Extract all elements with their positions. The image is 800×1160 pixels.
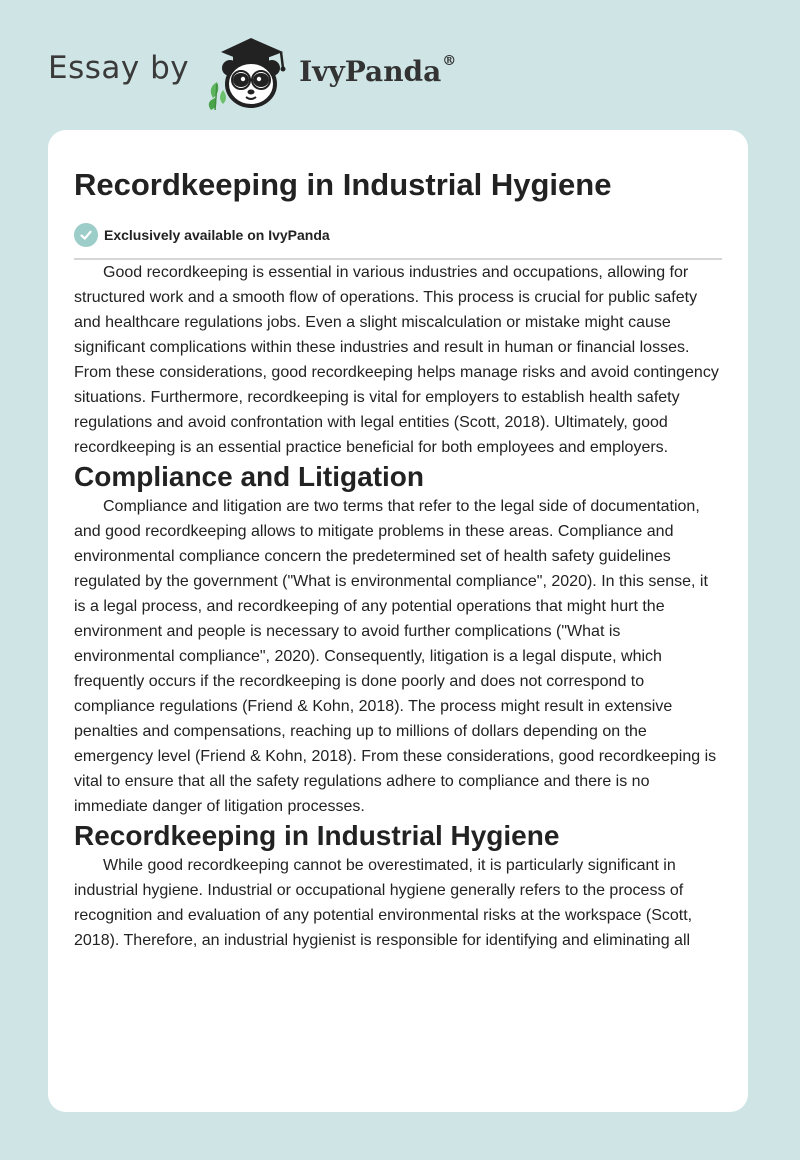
section-paragraph-compliance: Compliance and litigation are two terms that refer to the legal side of documentation, and good recordkeeping allows to mitigate problems in these areas. Compliance and environmental compliance concern the predetermined set of health safety guidelines regulated by the government ("What is environmental compliance", 2020). In this sense, it is a legal process, and recordkeeping of any potential operations that might hurt the environment and people is necessary to avoid further complications ("What is environmental compliance", 2020). Consequently, litigation is a legal dispute, which frequently occurs if the recordkeeping is done poorly and does not correspond to compliance regulations (Friend & Kohn, 2018). The process might result in extensive penalties and compensations, reaching up to millions of dollars depending on the emergency level (Friend & Kohn, 2018). From these considerations, good recordkeeping is vital to ensure that all the safety regulations adhere to compliance and there is no immediate danger of litigation processes. — [74, 498, 717, 815]
exclusive-badge-text: Exclusively available on IvyPanda — [104, 227, 330, 243]
section-paragraph-industrial-hygiene: While good recordkeeping cannot be overestimated, it is particularly significant in industrial hygiene. Industrial or occupational hygiene generally refers to the process of recognition and evaluation of any potential environmental risks at the workspace (Scott, 2018). Therefore, an industrial hygienist is responsible for identifying and eliminating all — [74, 857, 693, 949]
section-heading-industrial-hygiene: Recordkeeping in Industrial Hygiene — [74, 820, 560, 851]
registered-mark: ® — [442, 52, 457, 69]
essay-by-label: Essay by — [48, 50, 190, 86]
exclusive-badge — [74, 222, 722, 248]
section-heading-compliance: Compliance and Litigation — [74, 461, 425, 492]
brand-name-text: IvyPanda — [299, 54, 442, 88]
brand-name[interactable] — [299, 52, 457, 88]
intro-paragraph: Good recordkeeping is essential in various industries and occupations, allowing for structured work and a smooth flow of operations. This process is crucial for public safety and healthcare regulations jobs. Even a slight miscalculation or mistake might cause significant complications within these industries and result in human or financial losses. From these considerations, good recordkeeping helps manage risks and avoid contingency situations. Furthermore, recordkeeping is vital for employers to establish health safety regulations and avoid confrontation with legal entities (Scott, 2018). Ultimately, good recordkeeping is an essential practice beneficial for both employees and employers. — [74, 264, 719, 456]
page-title: Recordkeeping in Industrial Hygiene — [74, 167, 612, 202]
site-header — [48, 32, 456, 112]
panda-graduate-icon[interactable] — [203, 32, 295, 112]
check-icon — [74, 223, 98, 247]
essay-card — [48, 130, 748, 1112]
